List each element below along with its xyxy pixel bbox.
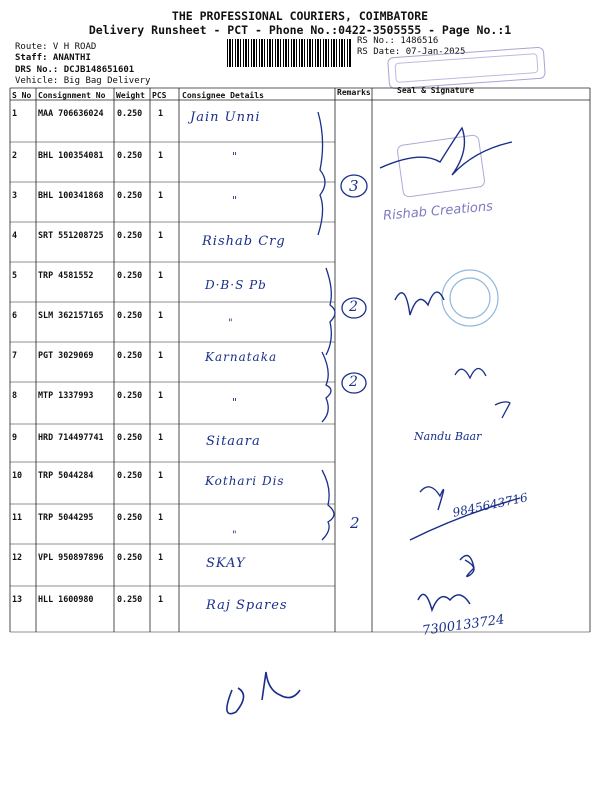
remark-count-1: 3 bbox=[349, 177, 359, 195]
rs-number: RS No.: 1486516 bbox=[357, 36, 439, 46]
col-header-remarks: Remarks bbox=[337, 88, 371, 97]
signature-2 bbox=[395, 292, 444, 315]
remark-count-2: 2 bbox=[349, 299, 358, 315]
row-consignment-no: MTP 1337993 bbox=[38, 390, 94, 400]
row-consignee-handwritten: " bbox=[232, 396, 239, 409]
col-header-consignee: Consignee Details bbox=[182, 91, 264, 100]
row-sno: 13 bbox=[12, 594, 23, 604]
row-consignee-handwritten: Sitaara bbox=[206, 434, 261, 449]
row-consignment-no: TRP 5044284 bbox=[38, 470, 94, 480]
row-weight: 0.250 bbox=[117, 432, 143, 442]
row-weight: 0.250 bbox=[117, 470, 143, 480]
runsheet-title: Delivery Runsheet - PCT - Phone No.:0422-3505555 - Page No.:1 bbox=[88, 23, 512, 37]
row-pcs: 1 bbox=[158, 230, 164, 240]
row-pcs: 1 bbox=[158, 350, 164, 360]
row-consignee-handwritten: Rishab Crg bbox=[202, 234, 286, 249]
row-weight: 0.250 bbox=[117, 230, 143, 240]
row-weight: 0.250 bbox=[117, 350, 143, 360]
row-weight: 0.250 bbox=[117, 552, 143, 562]
row-consignment-no: SLM 362157165 bbox=[38, 310, 104, 320]
row-sno: 9 bbox=[12, 432, 18, 442]
row-sno: 3 bbox=[12, 190, 18, 200]
row-weight: 0.250 bbox=[117, 270, 143, 280]
row-pcs: 1 bbox=[158, 310, 164, 320]
col-header-consignment: Consignment No bbox=[38, 91, 106, 100]
row-consignment-no: MAA 706636024 bbox=[38, 108, 104, 118]
kothari-phone: 9845643716 bbox=[451, 490, 529, 520]
row-sno: 12 bbox=[12, 552, 23, 562]
row-pcs: 1 bbox=[158, 150, 164, 160]
row-weight: 0.250 bbox=[117, 310, 143, 320]
col-header-pcs: PCS bbox=[152, 91, 167, 100]
row-weight: 0.250 bbox=[117, 512, 143, 522]
row-consignment-no: SRT 551208725 bbox=[38, 230, 104, 240]
row-consignee-handwritten: " bbox=[228, 318, 234, 329]
row-pcs: 1 bbox=[158, 190, 164, 200]
route-label: Route: V H ROAD bbox=[15, 42, 97, 52]
company-name: THE PROFESSIONAL COURIERS, COIMBATORE bbox=[171, 9, 429, 23]
remark-count-3: 2 bbox=[349, 374, 358, 390]
row-sno: 10 bbox=[12, 470, 23, 480]
row-consignee-handwritten: Jain Unni bbox=[190, 110, 261, 125]
row-pcs: 1 bbox=[158, 552, 164, 562]
row-weight: 0.250 bbox=[117, 150, 143, 160]
sitaara-signature: Nandu Baar bbox=[414, 430, 482, 443]
row-consignment-no: TRP 5044295 bbox=[38, 512, 94, 522]
row-consignee-handwritten: Karnataka bbox=[205, 350, 278, 364]
row-consignment-no: VPL 950897896 bbox=[38, 552, 104, 562]
row-consignment-no: BHL 100354081 bbox=[38, 150, 104, 160]
signature-6 bbox=[418, 594, 470, 610]
row-weight: 0.250 bbox=[117, 594, 143, 604]
row-weight: 0.250 bbox=[117, 190, 143, 200]
row-consignee-handwritten: Kothari Dis bbox=[205, 474, 285, 488]
col-header-sno: S No bbox=[12, 91, 32, 100]
row-consignment-no: PGT 3029069 bbox=[38, 350, 94, 360]
row-consignee-handwritten: " bbox=[232, 150, 239, 163]
remark-count-4: 2 bbox=[350, 514, 360, 532]
raj-phone: 7300133724 bbox=[421, 612, 506, 639]
row-pcs: 1 bbox=[158, 390, 164, 400]
row-sno: 8 bbox=[12, 390, 18, 400]
row-pcs: 1 bbox=[158, 432, 164, 442]
row-pcs: 1 bbox=[158, 470, 164, 480]
staff-label: Staff: ANANTHI bbox=[15, 53, 91, 63]
drs-number: DRS No.: DCJB148651601 bbox=[15, 65, 135, 75]
row-consignment-no: HLL 1600980 bbox=[38, 594, 94, 604]
row-pcs: 1 bbox=[158, 270, 164, 280]
row-sno: 6 bbox=[12, 310, 18, 320]
vehicle-label: Vehicle: Big Bag Delivery bbox=[15, 76, 151, 86]
signature-3 bbox=[455, 368, 510, 418]
row-weight: 0.250 bbox=[117, 390, 143, 400]
row-consignment-no: BHL 100341868 bbox=[38, 190, 104, 200]
row-consignee-handwritten: D·B·S Pb bbox=[205, 278, 267, 292]
signature-5 bbox=[460, 556, 474, 577]
row-weight: 0.250 bbox=[117, 108, 143, 118]
col-header-weight: Weight bbox=[116, 91, 145, 100]
row-consignment-no: HRD 714497741 bbox=[38, 432, 104, 442]
row-sno: 4 bbox=[12, 230, 18, 240]
row-consignee-handwritten: Raj Spares bbox=[206, 598, 288, 613]
row-pcs: 1 bbox=[158, 108, 164, 118]
row-sno: 7 bbox=[12, 350, 18, 360]
row-sno: 5 bbox=[12, 270, 18, 280]
row-consignment-no: TRP 4581552 bbox=[38, 270, 94, 280]
row-pcs: 1 bbox=[158, 594, 164, 604]
rishab-creations-stamp: Rishab Creations bbox=[382, 199, 494, 224]
row-consignee-handwritten: " bbox=[232, 194, 239, 207]
row-consignee-handwritten: " bbox=[232, 530, 238, 541]
row-pcs: 1 bbox=[158, 512, 164, 522]
rs-date: RS Date: 07-Jan-2025 bbox=[357, 47, 466, 57]
row-sno: 2 bbox=[12, 150, 18, 160]
receiver-seal-2 bbox=[442, 270, 498, 326]
staff-signature bbox=[227, 672, 300, 714]
row-consignee-handwritten: SKAY bbox=[206, 556, 246, 571]
row-sno: 1 bbox=[12, 108, 18, 118]
row-sno: 11 bbox=[12, 512, 23, 522]
receiver-seal-1 bbox=[397, 135, 485, 198]
col-header-signature: Seal & Signature bbox=[397, 86, 475, 95]
